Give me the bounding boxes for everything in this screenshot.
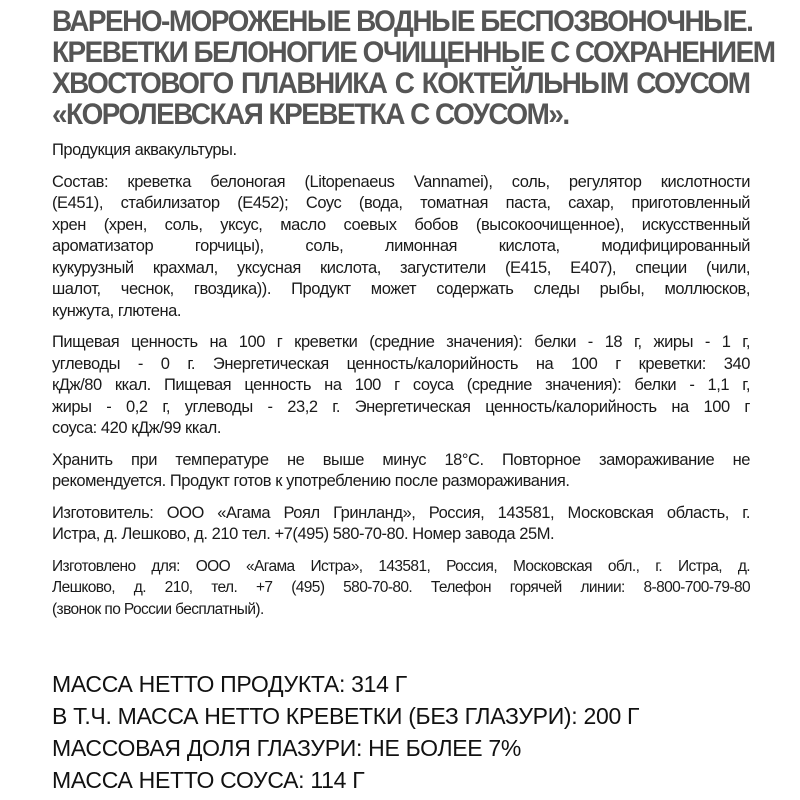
title-line: «КОРОЛЕВСКАЯ КРЕВЕТКА С СОУСОМ». bbox=[52, 98, 569, 131]
manufacturer-line: Истра, д. Лешково, д. 210 тел. +7(495) 580-70-80. Номер завода 25М. bbox=[52, 525, 555, 543]
composition-line: хрен (хрен, соль, уксус, масло соевых бобов (высокоочищенное), искусственный bbox=[52, 215, 750, 234]
composition-line: (Е451), стабилизатор (Е452); Соус (вода, томатная паста, сахар, приготовленный bbox=[52, 194, 750, 212]
origin-text bbox=[52, 140, 750, 162]
nutrition-line: кДж/80 ккал. Пищевая ценность на 100 г соуса (средние значения): белки - 1,1 г, bbox=[52, 376, 750, 394]
composition-text bbox=[52, 172, 750, 323]
net-line: МАССА НЕТТО ПРОДУКТА: 314 Г bbox=[52, 671, 407, 697]
composition-line: Состав: креветка белоногая (Litopenaeus Vannamei), соль, регулятор кислотности bbox=[52, 172, 750, 191]
made-for-text bbox=[52, 556, 750, 621]
made_for-line: Лешково, д. 210, тел. +7 (495) 580-70-80. Телефон горячей линии: 8-800-700-79-80 bbox=[52, 579, 750, 596]
composition-line: шалот, чеснок, гвоздика)). Продукт может содержать следы рыбы, моллюсков, bbox=[52, 280, 750, 298]
storage-text bbox=[52, 450, 750, 493]
nutrition-line: жиры - 0,2 г, углеводы - 23,2 г. Энергетическая ценность/калорийность на 100 г bbox=[52, 397, 750, 416]
title-line: ВАРЕНО-МОРОЖЕНЫЕ ВОДНЫЕ БЕСПОЗВОНОЧНЫЕ. bbox=[52, 5, 753, 38]
manufacturer-line: Изготовитель: ООО «Агама Роял Гринланд», Россия, 143581, Московская область, г. bbox=[52, 503, 750, 522]
origin-line: Продукция аквакультуры. bbox=[52, 141, 237, 159]
manufacturer-text bbox=[52, 503, 750, 546]
composition-line: ароматизатор горчицы), соль, лимонная кислота, модифицированный bbox=[52, 237, 750, 255]
nutrition-text bbox=[52, 332, 750, 440]
product-label bbox=[52, 0, 775, 620]
net-line: В Т.Ч. МАССА НЕТТО КРЕВЕТКИ (БЕЗ ГЛАЗУРИ): 200 Г bbox=[52, 703, 640, 729]
net-line: МАССА НЕТТО СОУСА: 114 Г bbox=[52, 767, 365, 793]
made_for-line: (звонок по России бесплатный). bbox=[52, 600, 264, 618]
nutrition-line: углеводы - 0 г. Энергетическая ценность/калорийность на 100 г креветки: 340 bbox=[52, 354, 750, 373]
storage-line: Хранить при температуре не выше минус 18°С. Повторное замораживание не bbox=[52, 450, 750, 469]
net-weight-block bbox=[52, 668, 639, 796]
title-line: ХВОСТОВОГО ПЛАВНИКА С КОКТЕЙЛЬНЫМ СОУСОМ bbox=[52, 67, 750, 100]
title-line: КРЕВЕТКИ БЕЛОНОГИЕ ОЧИЩЕННЫЕ С СОХРАНЕНИЕМ bbox=[52, 36, 775, 69]
nutrition-line: Пищевая ценность на 100 г креветки (средние значения): белки - 18 г, жиры - 1 г, bbox=[52, 333, 750, 351]
storage-line: рекомендуется. Продукт готов к употреблению после размораживания. bbox=[52, 472, 570, 490]
composition-line: кунжута, глютена. bbox=[52, 301, 182, 320]
product-title bbox=[52, 5, 775, 131]
net-line: МАССОВАЯ ДОЛЯ ГЛАЗУРИ: НЕ БОЛЕЕ 7% bbox=[52, 735, 522, 761]
composition-line: кукурузный крахмал, уксусная кислота, загустители (Е415, Е407), специи (чили, bbox=[52, 258, 750, 277]
made_for-line: Изготовлено для: ООО «Агама Истра», 143581, Россия, Московская обл., г. Истра, д. bbox=[52, 557, 750, 575]
nutrition-line: соуса: 420 кДж/99 ккал. bbox=[52, 419, 221, 437]
